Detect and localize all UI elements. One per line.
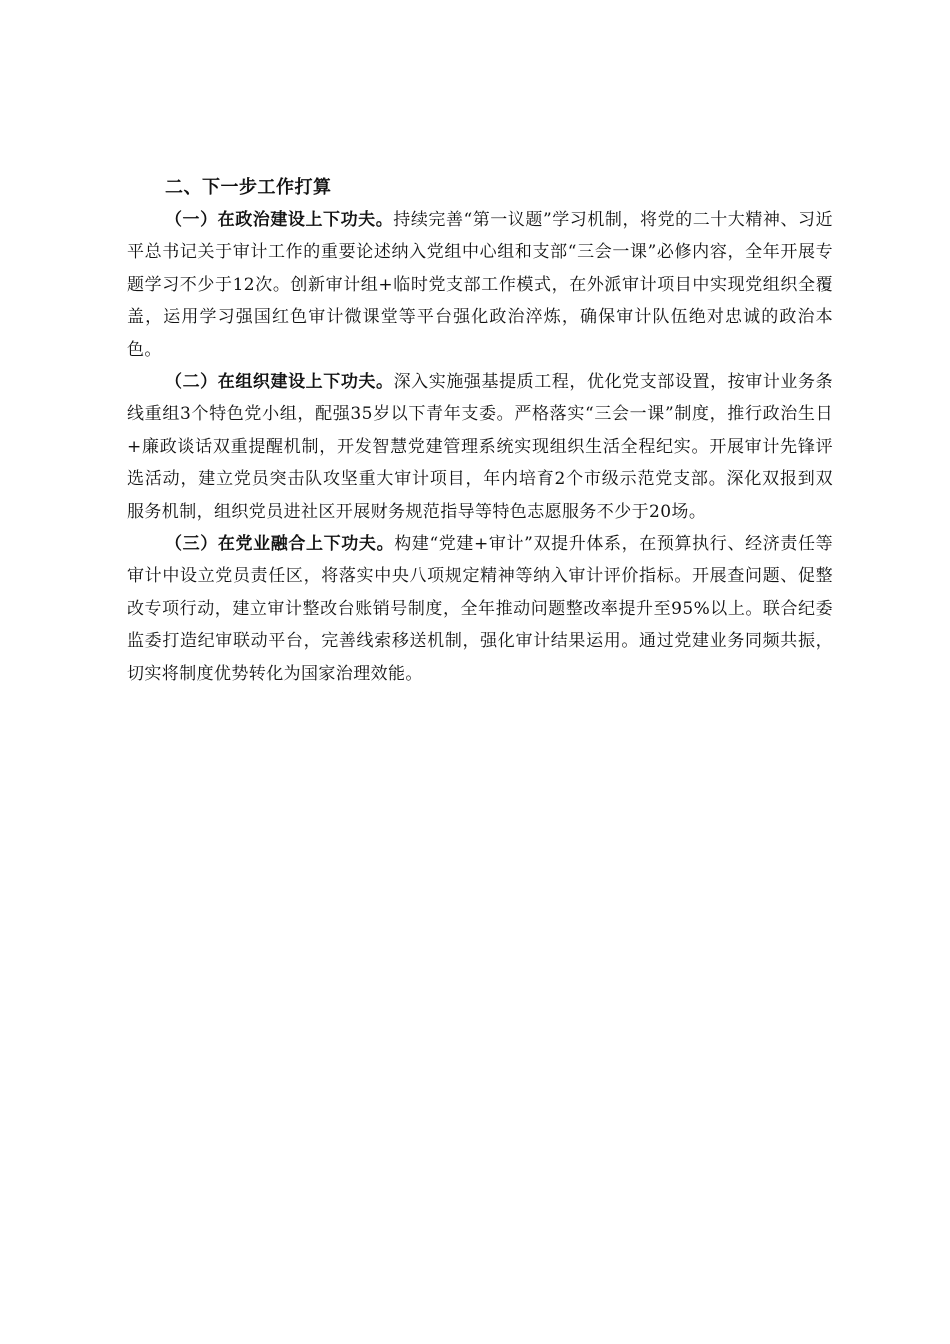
- document-body: [127, 172, 833, 690]
- paragraph-organization-construction: [127, 366, 833, 528]
- paragraph-body: 构建“党建+审计”双提升体系，在预算执行、经济责任等审计中设立党员责任区，将落实中央八项规定精神等纳入审计评价指标。开展查问题、促整改专项行动，建立审计整改台账销号制度，全年推动问题整改率提升至95%以上。联合纪委监委打造纪审联动平台，完善线索移送机制，强化审计结果运用。通过党建业务同频共振，切实将制度优势转化为国家治理效能。: [127, 534, 833, 684]
- paragraph-lead: （一）在政治建设上下功夫。: [165, 210, 394, 230]
- paragraph-political-construction: [127, 204, 833, 366]
- paragraph-body: 持续完善“第一议题”学习机制，将党的二十大精神、习近平总书记关于审计工作的重要论述纳入党组中心组和支部“三会一课”必修内容，全年开展专题学习不少于12次。创新审计组+临时党支部工作模式，在外派审计项目中实现党组织全覆盖，运用学习强国红色审计微课堂等平台强化政治淬炼，确保审计队伍绝对忠诚的政治本色。: [127, 210, 834, 360]
- paragraph-body: 深入实施强基提质工程，优化党支部设置，按审计业务条线重组3个特色党小组，配强35岁以下青年支委。严格落实“三会一课”制度，推行政治生日+廉政谈话双重提醒机制，开发智慧党建管理系统实现组织生活全程纪实。开展审计先锋评选活动，建立党员突击队攻坚重大审计项目，年内培育2个市级示范党支部。深化双报到双服务机制，组织党员进社区开展财务规范指导等特色志愿服务不少于20场。: [127, 372, 834, 522]
- paragraph-lead: （二）在组织建设上下功夫。: [165, 372, 394, 393]
- section-heading: 二、下一步工作打算: [165, 177, 332, 198]
- paragraph-lead: （三）在党业融合上下功夫。: [165, 534, 395, 555]
- paragraph-party-business-integration: [127, 528, 833, 690]
